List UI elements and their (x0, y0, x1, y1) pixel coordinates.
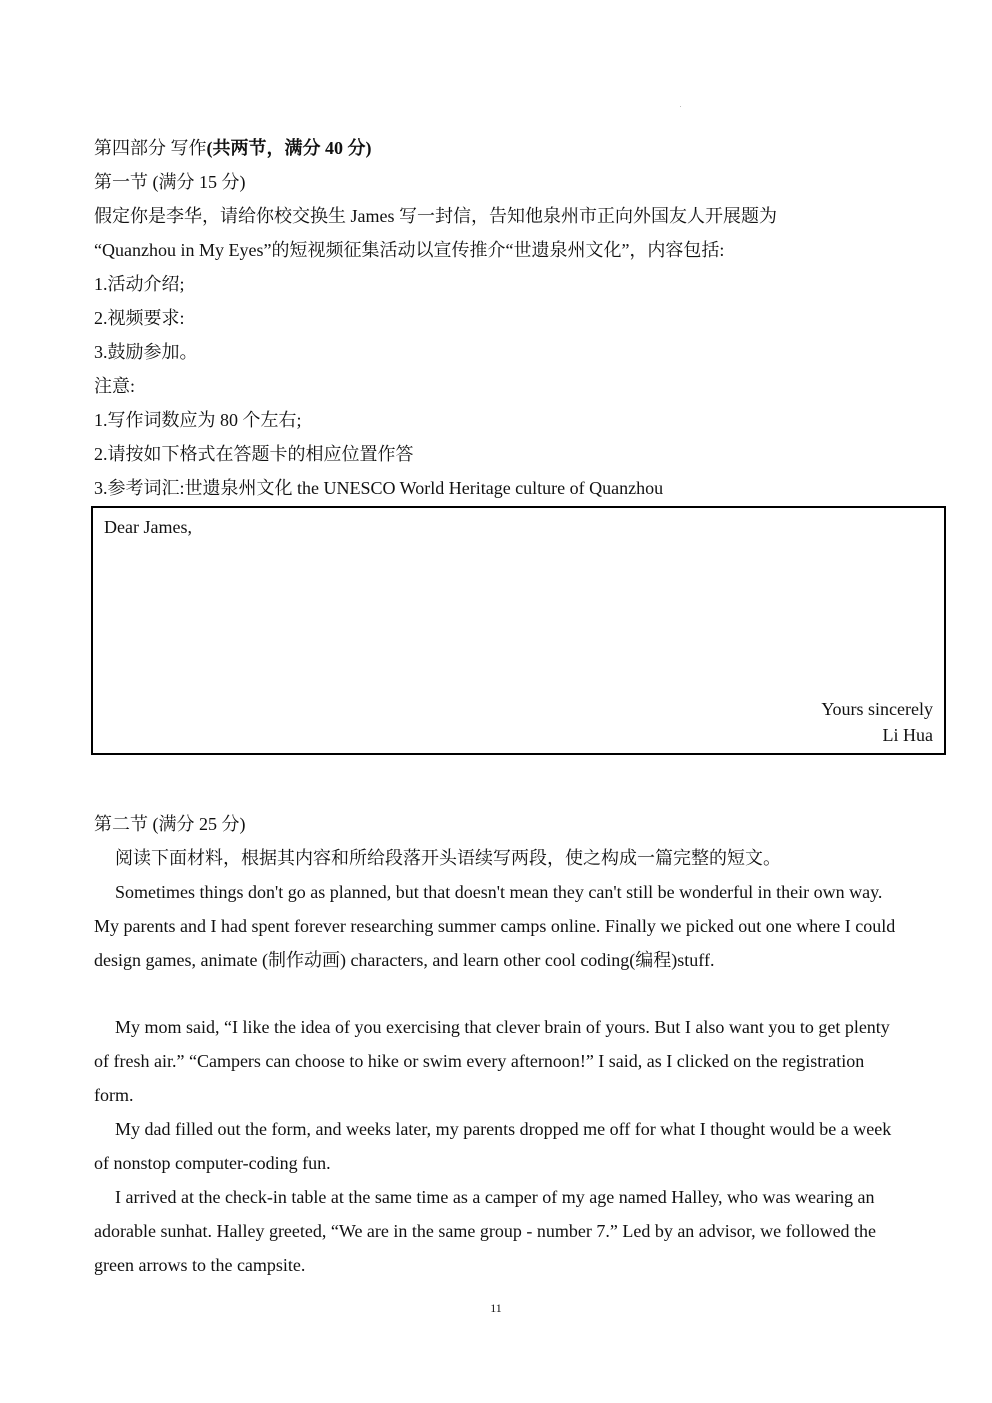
section2-instruction: 阅读下面材料，根据其内容和所给段落开头语续写两段，使之构成一篇完整的短文。 (115, 848, 781, 868)
part4-score: 40 (325, 138, 343, 158)
prompt-line-1: 假定你是李华，请给你校交换生 James 写一封信，告知他泉州市正向外国友人开展题为 (94, 206, 777, 226)
story-paragraph-2: My mom said, “I like the idea of you exercising that clever brain of yours. But I also want you to get plenty of fresh air.” “Campers can choose to hike or swim every afternoon!” I said, as I clicked on the registration form. (94, 1017, 890, 1105)
letter-closing: Yours sincerely (821, 699, 933, 719)
page-number: 11 (490, 1301, 502, 1315)
section1-heading: 第一节 (满分 15 分) (94, 172, 246, 192)
content-point-2: 2.视频要求: (94, 308, 185, 328)
note-3: 3.参考词汇:世遗泉州文化 the UNESCO World Heritage culture of Quanzhou (94, 478, 664, 498)
part4-score-prefix: (共两节，满分 (206, 138, 321, 158)
notes-label: 注意: (94, 376, 136, 396)
letter-signature: Li Hua (882, 725, 933, 745)
note-1: 1.写作词数应为 80 个左右; (94, 410, 302, 430)
letter-salutation: Dear James, (104, 517, 192, 537)
story-paragraph-3: My dad filled out the form, and weeks later, my parents dropped me off for what I thought would be a week of nonstop computer-coding fun. (94, 1119, 892, 1173)
content-point-1: 1.活动介绍; (94, 274, 185, 294)
section2-heading: 第二节 (满分 25 分) (94, 814, 246, 834)
part4-heading (94, 137, 372, 159)
note-2: 2.请按如下格式在答题卡的相应位置作答 (94, 444, 414, 464)
part4-title: 第四部分 写作 (94, 138, 207, 158)
story-paragraph-4: I arrived at the check-in table at the same time as a camper of my age named Halley, who was wearing an adorable sunhat. Halley greeted, “We are in the same group - number 7.” Led by an advisor, we followed the green arrows to the campsite. (94, 1187, 877, 1275)
prompt-line-2: “Quanzhou in My Eyes”的短视频征集活动以宣传推介“世遗泉州文化”，内容包括: (94, 240, 725, 260)
story-paragraph-1: Sometimes things don't go as planned, but that doesn't mean they can't still be wonderful in their own way. My parents and I had spent forever researching summer camps online. Finally we picked out one where I could design games, animate (制作动画) characters, and learn other cool coding(编程)stuff. (94, 882, 896, 970)
answer-letter-box (91, 506, 946, 755)
part4-score-suffix: 分) (347, 138, 372, 158)
scan-speck (680, 106, 681, 107)
content-point-3: 3.鼓励参加。 (94, 342, 198, 362)
